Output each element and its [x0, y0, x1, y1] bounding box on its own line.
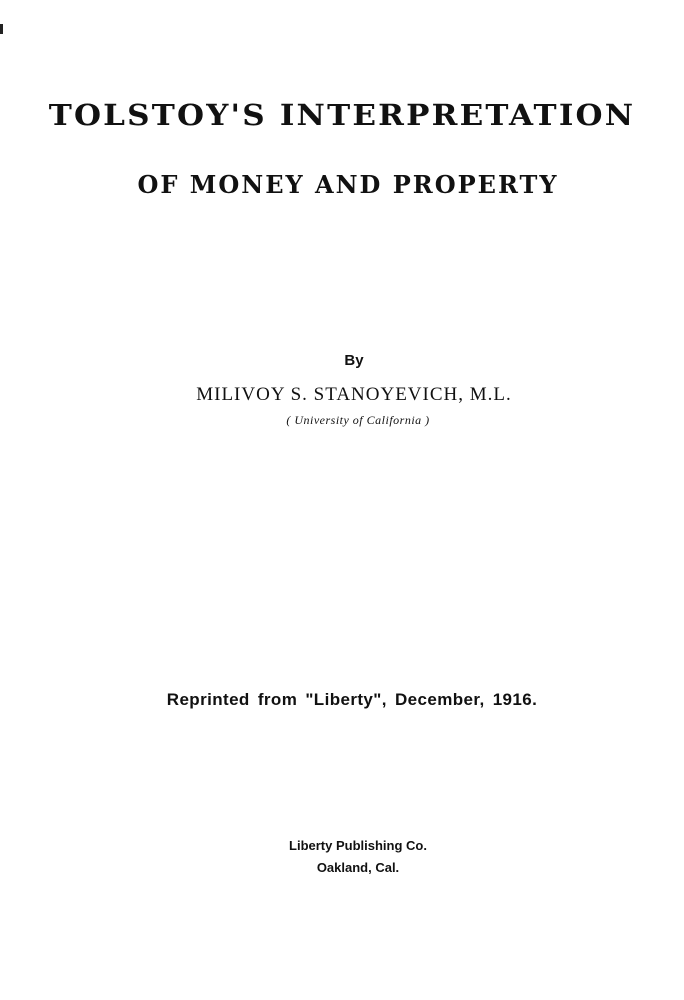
publisher-name: Liberty Publishing Co. [289, 838, 427, 853]
author-name: MILIVOY S. STANOYEVICH, M.L. [196, 384, 512, 405]
title-line-2: OF MONEY AND PROPERTY [137, 170, 559, 199]
reprint-note: Reprinted from "Liberty", December, 1916. [166, 690, 538, 709]
scan-edge-mark [0, 24, 3, 34]
publisher-city: Oakland, Cal. [316, 860, 400, 875]
byline-by: By [344, 352, 364, 369]
title-line-1: TOLSTOY'S INTERPRETATION [48, 99, 636, 133]
author-affiliation: ( University of California ) [286, 413, 430, 427]
